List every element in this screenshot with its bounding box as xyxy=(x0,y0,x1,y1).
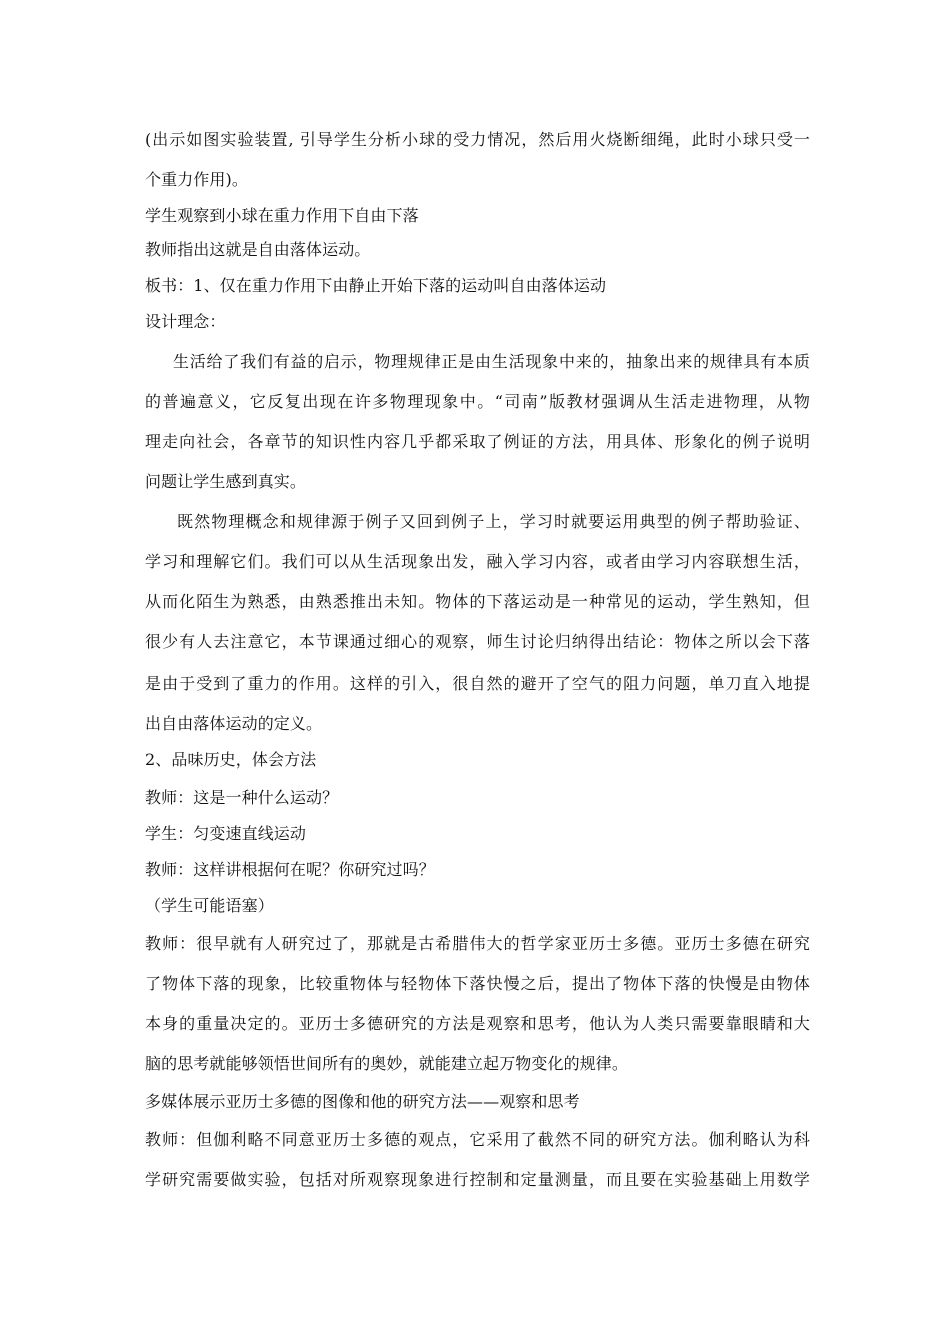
text-line: 教师：但伽利略不同意亚历士多德的观点，它采用了截然不同的研究方法。伽利略认为科 xyxy=(145,1130,810,1149)
text-line: 了物体下落的现象，比较重物体与轻物体下落快慢之后，提出了物体下落的快慢是由物体 xyxy=(145,974,810,993)
text-line: 从而化陌生为熟悉，由熟悉推出未知。物体的下落运动是一种常见的运动，学生熟知，但 xyxy=(145,592,810,611)
text-line: 教师：这是一种什么运动？ xyxy=(145,788,339,807)
text-line: 脑的思考就能够领悟世间所有的奥妙，就能建立起万物变化的规律。 xyxy=(145,1054,629,1073)
text-line: （学生可能语塞） xyxy=(145,896,274,915)
text-line: (出示如图实验装置, 引导学生分析小球的受力情况，然后用火烧断细绳，此时小球只受一 xyxy=(145,130,810,149)
text-line: 设计理念： xyxy=(145,312,226,331)
text-line: 问题让学生感到真实。 xyxy=(145,472,307,491)
text-line: 学生：匀变速直线运动 xyxy=(145,824,307,843)
text-line: 既然物理概念和规律源于例子又回到例子上，学习时就要运用典型的例子帮助验证、 xyxy=(177,512,810,531)
text-line: 是由于受到了重力的作用。这样的引入，很自然的避开了空气的阻力问题，单刀直入地提 xyxy=(145,674,810,693)
text-line: 个重力作用)。 xyxy=(145,170,248,189)
section-heading: 2、品味历史，体会方法 xyxy=(145,750,317,769)
text-line: 理走向社会，各章节的知识性内容几乎都采取了例证的方法，用具体、形象化的例子说明 xyxy=(145,432,810,451)
text-line: 教师指出这就是自由落体运动。 xyxy=(145,240,371,259)
text-line: 的普遍意义，它反复出现在许多物理现象中。“司南”版教材强调从生活走进物理，从物 xyxy=(145,392,810,411)
text-line: 教师：这样讲根据何在呢？你研究过吗？ xyxy=(145,860,435,879)
text-line: 学习和理解它们。我们可以从生活现象出发，融入学习内容，或者由学习内容联想生活， xyxy=(145,552,810,571)
text-line: 教师：很早就有人研究过了，那就是古希腊伟大的哲学家亚历士多德。亚历士多德在研究 xyxy=(145,934,810,953)
text-line: 很少有人去注意它，本节课通过细心的观察，师生讨论归纳得出结论：物体之所以会下落 xyxy=(145,632,810,651)
text-line: 本身的重量决定的。亚历士多德研究的方法是观察和思考，他认为人类只需要靠眼睛和大 xyxy=(145,1014,810,1033)
text-line: 板书：1、仅在重力作用下由静止开始下落的运动叫自由落体运动 xyxy=(145,276,607,295)
text-line: 学生观察到小球在重力作用下自由下落 xyxy=(145,206,419,225)
text-line: 学研究需要做实验，包括对所观察现象进行控制和定量测量，而且要在实验基础上用数学 xyxy=(145,1170,810,1189)
text-line: 生活给了我们有益的启示，物理规律正是由生活现象中来的，抽象出来的规律具有本质 xyxy=(173,352,810,371)
text-line: 出自由落体运动的定义。 xyxy=(145,714,323,733)
text-line: 多媒体展示亚历士多德的图像和他的研究方法——观察和思考 xyxy=(145,1092,580,1111)
